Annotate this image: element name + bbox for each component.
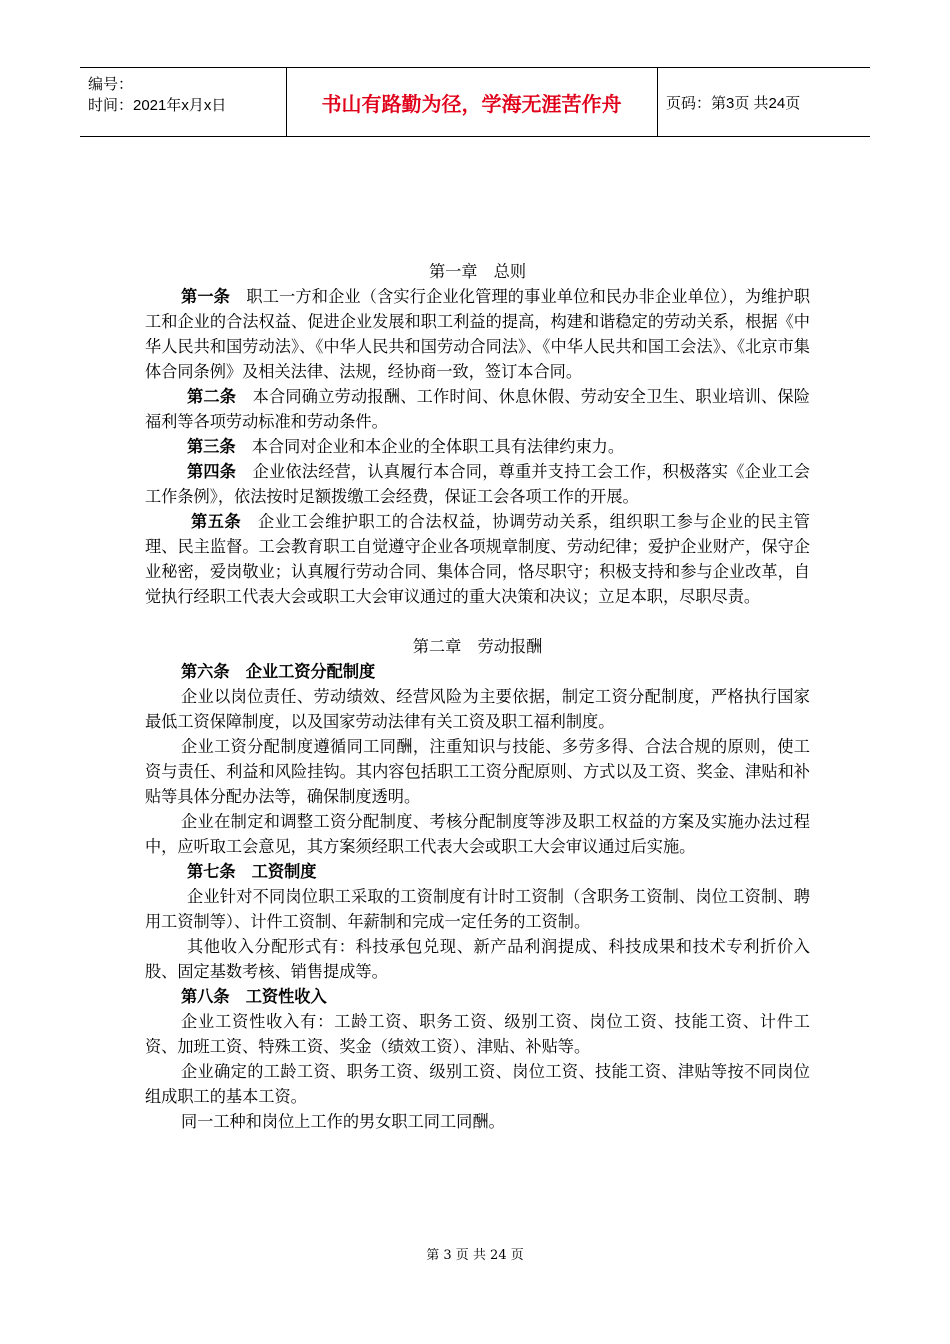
article-paragraph (145, 434, 810, 459)
article-paragraph: 企业工资分配制度遵循同工同酬，注重知识与技能、多劳多得、合法合规的原则，使工资与责任、利益和风险挂钩。其内容包括职工工资分配原则、方式以及工资、奖金、津贴和补贴等具体分配办法等，确保制度透明。 (145, 737, 810, 806)
article-text: 本合同确立劳动报酬、工作时间、休息休假、劳动安全卫生、职业培训、保险福利等各项劳动标准和劳动条件。 (145, 387, 810, 431)
article-text: 本合同对企业和本企业的全体职工具有法律约束力。 (235, 437, 625, 456)
header-left (88, 74, 226, 116)
article-paragraph: 企业在制定和调整工资分配制度、考核分配制度等涉及职工权益的方案及实施办法过程中，应听取工会意见，其方案须经职工代表大会或职工大会审议通过后实施。 (145, 812, 810, 856)
header-motto: 书山有路勤为径，学海无涯苦作舟 (321, 91, 622, 116)
chapter-gap (145, 609, 810, 634)
article-paragraph: 同一工种和岗位上工作的男女职工同工同酬。 (181, 1112, 505, 1131)
document-body (145, 259, 810, 1134)
article-text: 职工一方和企业（含实行企业化管理的事业单位和民办非企业单位），为维护职工和企业的合法权益、促进企业发展和职工利益的提高，构建和谐稳定的劳动关系，根据《中华人民共和国劳动法》、《中华人民共和国劳动合同法》、《中华人民共和国工会法》、《北京市集体合同条例》及相关法律、法规，经协商一致，签订本合同。 (145, 287, 811, 381)
header-page-info: 页码：第3页 共24页 (666, 94, 801, 112)
article-paragraph: 其他收入分配形式有：科技承包兑现、新产品利润提成、科技成果和技术专利折价入股、固定基数考核、销售提成等。 (145, 937, 810, 981)
document-date-label: 时间：2021年x月x日 (88, 97, 227, 114)
article-paragraph (145, 509, 810, 609)
article-heading: 第六条 企业工资分配制度 (181, 662, 376, 681)
article-heading: 第五条 (191, 512, 242, 531)
document-number-label: 编号： (88, 76, 134, 93)
article-paragraph: 企业以岗位责任、劳动绩效、经营风险为主要依据，制定工资分配制度，严格执行国家最低工资保障制度，以及国家劳动法律有关工资及职工福利制度。 (145, 687, 810, 731)
article-heading: 第八条 工资性收入 (181, 987, 327, 1006)
article-paragraph: 企业确定的工龄工资、职务工资、级别工资、岗位工资、技能工资、津贴等按不同岗位组成职工的基本工资。 (145, 1062, 810, 1106)
header-divider (657, 68, 658, 136)
article-heading: 第二条 (187, 387, 237, 406)
article-paragraph (145, 284, 810, 384)
article-heading: 第四条 (187, 462, 237, 481)
article-heading: 第三条 (187, 437, 236, 456)
article-paragraph: 企业工资性收入有：工龄工资、职务工资、级别工资、岗位工资、技能工资、计件工资、加班工资、特殊工资、奖金（绩效工资）、津贴、补贴等。 (145, 1012, 810, 1056)
page-header (80, 67, 870, 137)
article-paragraph (145, 459, 810, 509)
article-text: 企业工会维护职工的合法权益，协调劳动关系，组织职工参与企业的民主管理、民主监督。工会教育职工自觉遵守企业各项规章制度、劳动纪律；爱护企业财产，保守企业秘密，爱岗敬业；认真履行劳动合同、集体合同，恪尽职守；积极支持和参与企业改革，自觉执行经职工代表大会或职工大会审议通过的重大决策和决议；立足本职，尽职尽责。 (145, 512, 810, 606)
chapter-title: 第一章 总则 (428, 262, 527, 281)
article-heading: 第一条 (181, 287, 231, 306)
article-paragraph (145, 384, 810, 434)
article-paragraph: 企业针对不同岗位职工采取的工资制度有计时工资制（含职务工资制、岗位工资制、聘用工资制等）、计件工资制、年薪制和完成一定任务的工资制。 (145, 887, 810, 931)
article-heading: 第七条 工资制度 (187, 862, 317, 881)
chapter-title: 第二章 劳动报酬 (412, 637, 543, 656)
article-text: 企业依法经营，认真履行本合同，尊重并支持工会工作，积极落实《企业工会工作条例》，依法按时足额拨缴工会经费，保证工会各项工作的开展。 (145, 462, 810, 506)
page-footer: 第 3 页 共 24 页 (426, 1248, 524, 1263)
